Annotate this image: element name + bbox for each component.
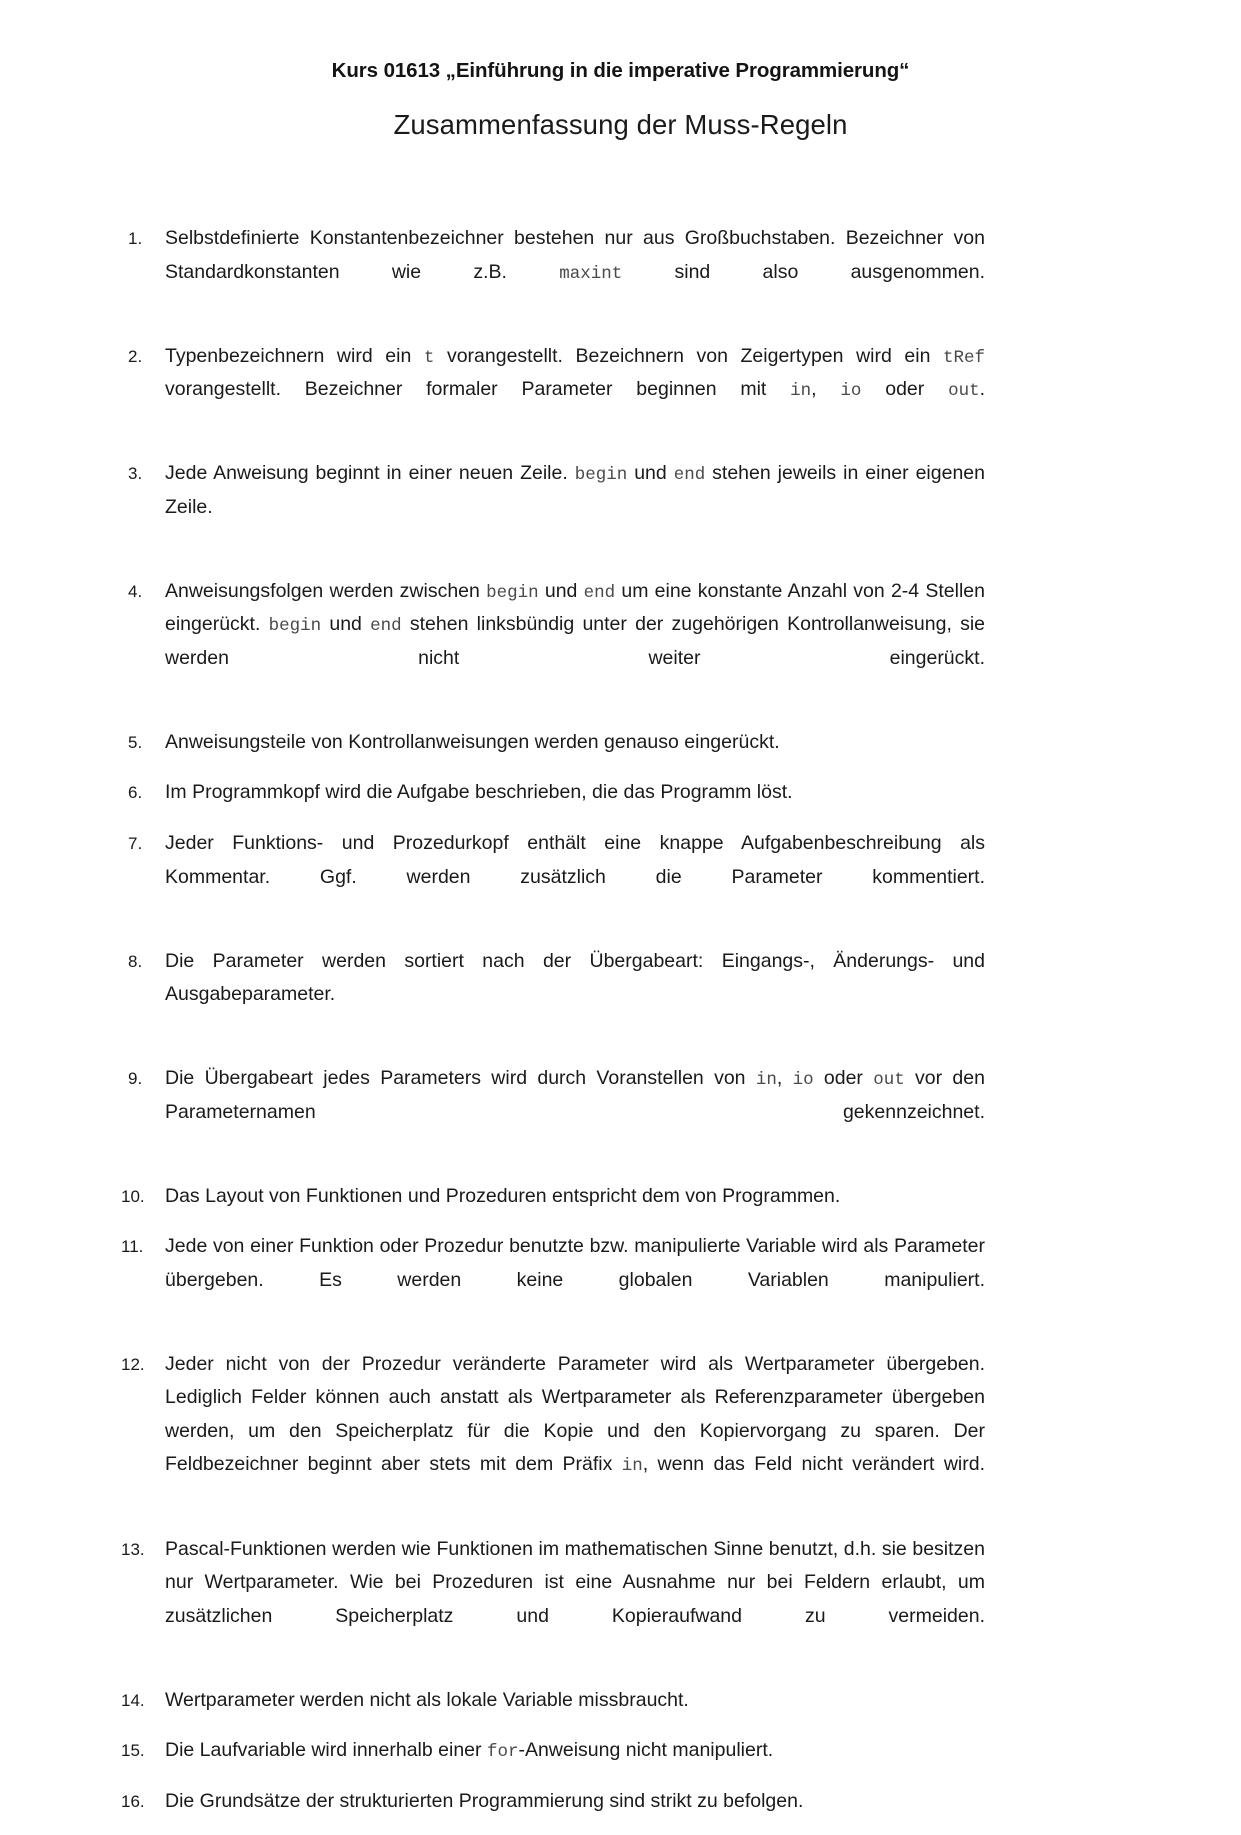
rule-text-run: Anweisungsteile von Kontrollanweisungen werden genauso eingerückt. xyxy=(165,730,780,753)
rule-text-run: Das Layout von Funktionen und Prozeduren entspricht dem von Programmen. xyxy=(165,1184,841,1207)
rule-number: 16. xyxy=(121,1791,145,1811)
rule-item xyxy=(0,1062,1241,1163)
rule-text-run: , xyxy=(776,1067,793,1090)
inline-code: begin xyxy=(574,465,628,486)
rule-text-run: um eine konstante Anzahl von 2-4 Stellen eingerückt. xyxy=(165,579,985,636)
rule-item xyxy=(0,1348,1241,1516)
rule-text-run: stehen linksbündig unter der zugehörigen Kontrollanweisung, sie werden nicht weiter eingerückt. xyxy=(165,613,986,669)
rule-text xyxy=(165,1734,985,1768)
rule-text-run: Typenbezeichnern wird ein xyxy=(165,344,424,367)
rule-text xyxy=(165,1062,985,1163)
rule-text-run: Die Übergabeart jedes Parameters wird durch Voranstellen von xyxy=(165,1067,756,1090)
rule-item xyxy=(0,340,1241,441)
inline-code: maxint xyxy=(559,263,623,284)
rule-text-run: oder xyxy=(861,378,949,401)
rule-item xyxy=(0,1180,1241,1214)
rules-list xyxy=(0,222,1241,1835)
rule-text-run: sind also ausgenommen. xyxy=(622,260,986,283)
inline-code: t xyxy=(423,347,435,368)
rule-text xyxy=(165,1180,985,1214)
rule-item xyxy=(0,457,1241,558)
rule-text-run: und xyxy=(321,613,371,636)
rule-text-run: Jeder nicht von der Prozedur veränderte Parameter wird als Wertparameter übergeben. Lediglich Felder können auch anstatt als Wertparameter als Referenzparameter übergeben werden, um den Speicherplatz für die Kopie und den Kopiervorgang zu sparen. Der Feldbezeichner beginnt aber stets mit dem Präfix xyxy=(165,1352,985,1476)
rule-text xyxy=(165,1348,985,1516)
rule-text-run: Die Grundsätze der strukturierten Programmierung sind strikt zu befolgen. xyxy=(165,1789,804,1812)
rule-text xyxy=(165,222,985,323)
rule-number: 5. xyxy=(128,732,143,752)
inline-code: io xyxy=(840,381,862,402)
rule-number: 14. xyxy=(121,1690,145,1710)
inline-code: in xyxy=(755,1070,777,1091)
inline-code: begin xyxy=(268,616,322,637)
document-header xyxy=(0,0,1241,143)
rule-text-run: vor den Parameternamen gekennzeichnet. xyxy=(165,1067,985,1123)
inline-code: in xyxy=(621,1456,643,1477)
rule-text xyxy=(165,575,985,709)
inline-code: end xyxy=(583,582,616,603)
rule-number: 10. xyxy=(121,1186,145,1206)
rule-text-run: stehen jeweils in einer eigenen Zeile. xyxy=(165,462,985,518)
rule-text-run: und xyxy=(538,579,584,602)
rule-text-run: Pascal-Funktionen werden wie Funktionen im mathematischen Sinne benutzt, d.h. sie besitzen nur Wertparameter. Wie bei Prozeduren ist eine Ausnahme nur bei Feldern erlaubt, um zusätzlichen Speicherplatz und Kopieraufwand zu vermeiden. xyxy=(165,1537,985,1627)
inline-code: begin xyxy=(486,582,539,603)
rule-number: 3. xyxy=(128,464,143,484)
inline-code: out xyxy=(948,381,980,402)
rule-text-run: oder xyxy=(813,1067,874,1090)
rule-item xyxy=(0,1785,1241,1819)
rule-text-run: Jede von einer Funktion oder Prozedur benutzte bzw. manipulierte Variable wird als Parameter übergeben. Es werden keine globalen Variablen manipuliert. xyxy=(165,1235,985,1291)
rule-text-run: Jeder Funktions- und Prozedurkopf enthält eine knappe Aufgabenbeschreibung als Kommentar. Ggf. werden zusätzlich die Parameter kommentiert. xyxy=(165,831,985,888)
rule-text xyxy=(165,1684,985,1718)
rule-text-run: und xyxy=(627,462,674,485)
rule-text-run: , xyxy=(811,378,841,401)
rule-item xyxy=(0,575,1241,709)
inline-code: out xyxy=(873,1070,905,1091)
page-title: Zusammenfassung der Muss-Regeln xyxy=(393,108,848,140)
inline-code: tRef xyxy=(943,347,986,368)
rule-number: 9. xyxy=(128,1069,143,1089)
rule-text xyxy=(165,340,985,441)
rule-number: 1. xyxy=(128,229,143,248)
rule-text xyxy=(165,776,985,810)
rule-text xyxy=(165,827,985,928)
rule-number: 6. xyxy=(128,783,143,803)
rule-text xyxy=(165,1533,985,1667)
rule-item xyxy=(0,1734,1241,1768)
rule-number: 13. xyxy=(121,1539,145,1559)
inline-code: io xyxy=(792,1070,814,1091)
rule-text xyxy=(165,726,985,760)
rule-text-run: Wertparameter werden nicht als lokale Variable missbraucht. xyxy=(165,1688,689,1711)
rule-text-run: , wenn das Feld nicht verändert wird. xyxy=(642,1453,985,1476)
rule-text xyxy=(165,1230,985,1331)
rule-number: 7. xyxy=(128,833,143,853)
rule-text-run: Im Programmkopf wird die Aufgabe beschrieben, die das Programm löst. xyxy=(165,781,793,804)
rule-text-run: vorangestellt. Bezeichner formaler Parameter beginnen mit xyxy=(165,378,791,401)
rule-text-run: -Anweisung nicht manipuliert. xyxy=(518,1739,774,1762)
rule-text-run: . xyxy=(979,378,985,401)
rule-item xyxy=(0,827,1241,928)
rule-item xyxy=(0,1230,1241,1331)
inline-code: end xyxy=(673,465,706,486)
inline-code: for xyxy=(486,1742,519,1763)
rule-number: 4. xyxy=(128,581,143,601)
rule-item xyxy=(0,1533,1241,1667)
rule-text-run: Die Laufvariable wird innerhalb einer xyxy=(165,1739,487,1762)
rule-item xyxy=(0,1684,1241,1718)
rule-text xyxy=(165,945,985,1046)
rule-number: 8. xyxy=(128,951,143,971)
rule-item xyxy=(0,945,1241,1046)
course-title: Kurs 01613 „Einführung in die imperative Programmierung“ xyxy=(331,59,910,82)
rule-item xyxy=(0,726,1241,760)
rule-number: 11. xyxy=(121,1237,144,1257)
rule-text-run: Jede Anweisung beginnt in einer neuen Zeile. xyxy=(165,462,575,485)
rule-item xyxy=(0,776,1241,810)
rule-item xyxy=(0,222,1241,323)
rule-number: 12. xyxy=(121,1354,145,1374)
rule-number: 15. xyxy=(121,1741,145,1761)
rule-text-run: Die Parameter werden sortiert nach der Übergabeart: Eingangs-, Änderungs- und Ausgabeparameter. xyxy=(165,949,985,1006)
rule-text-run: Selbstdefinierte Konstantenbezeichner bestehen nur aus Großbuchstaben. Bezeichner von Standardkonstanten wie z.B. xyxy=(165,227,985,283)
rule-number: 2. xyxy=(128,346,143,366)
rule-text-run: Anweisungsfolgen werden zwischen xyxy=(165,579,487,602)
rule-text-run: vorangestellt. Bezeichnern von Zeigertypen wird ein xyxy=(434,344,943,367)
rule-text xyxy=(165,1785,985,1819)
rule-text xyxy=(165,457,985,558)
inline-code: end xyxy=(370,616,402,637)
inline-code: in xyxy=(790,381,812,402)
